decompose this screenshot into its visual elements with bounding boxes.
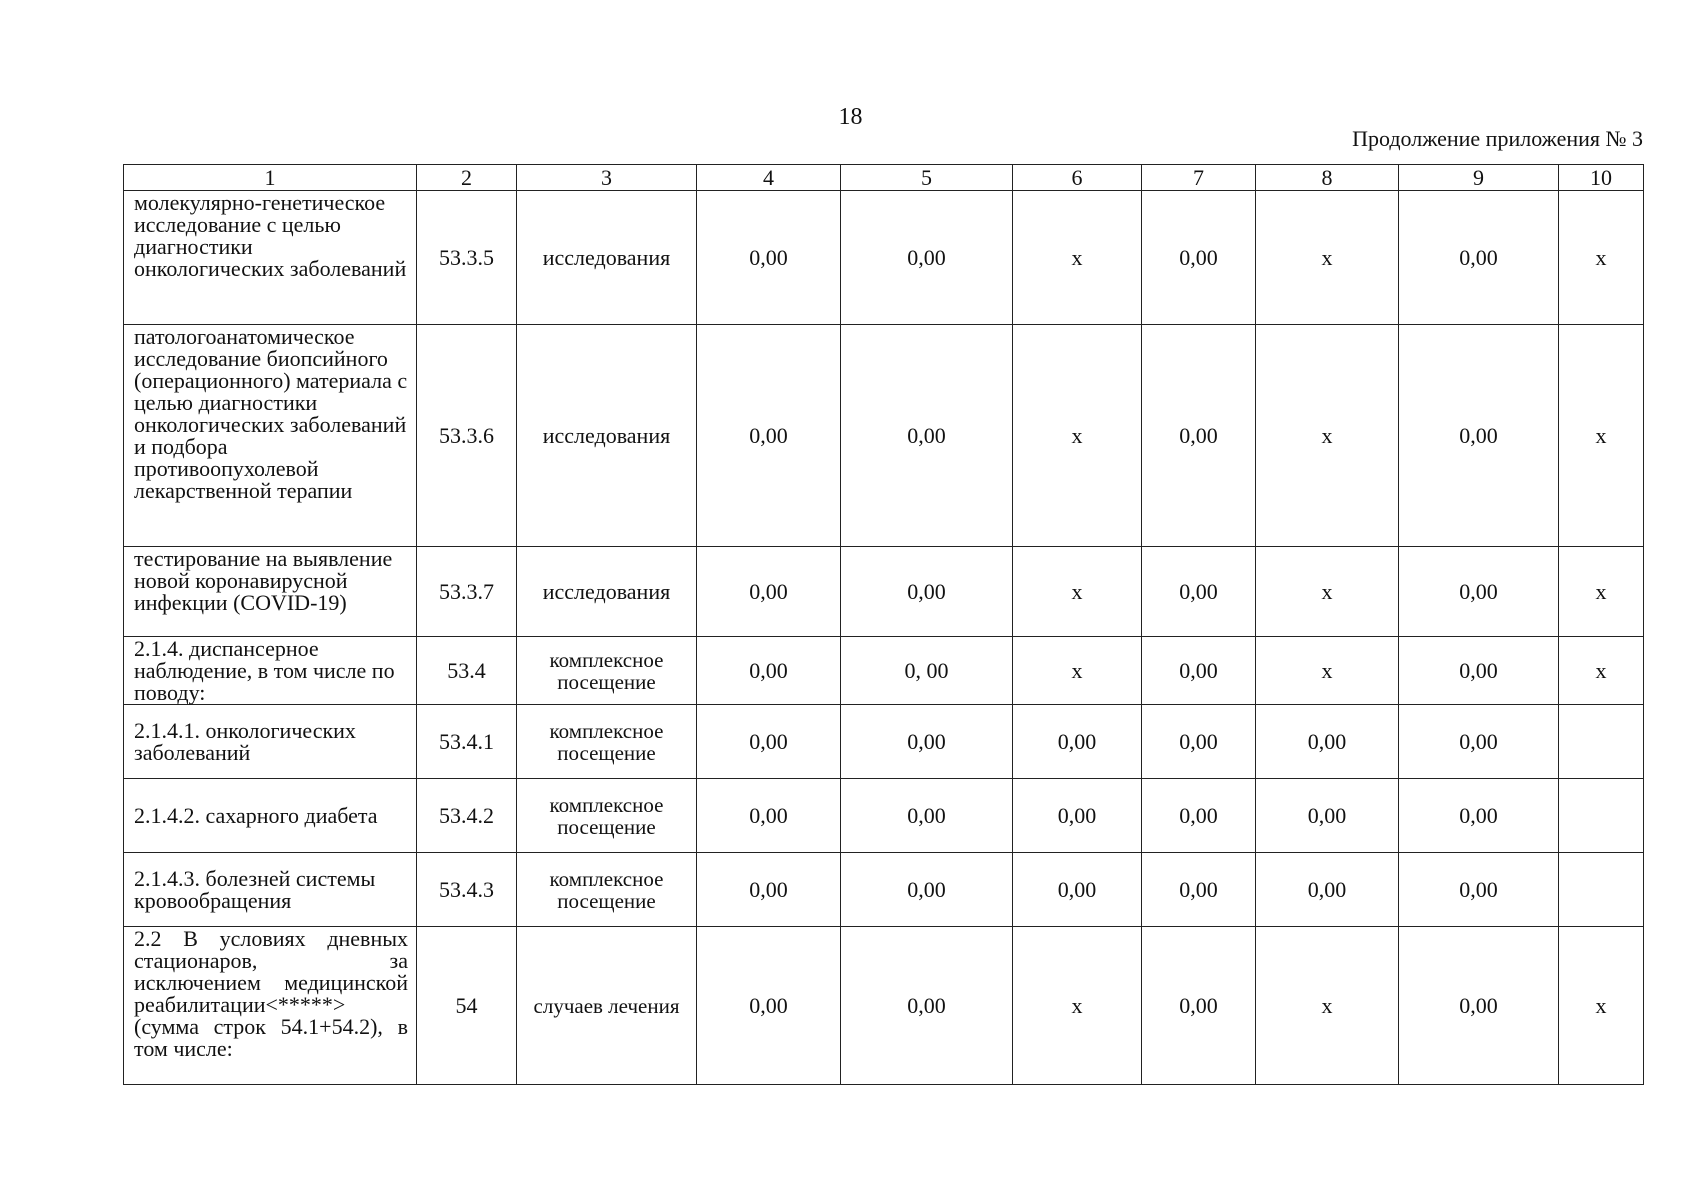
row-unit-cell: комплексное посещение [517, 853, 697, 927]
value-cell: 0,00 [1399, 779, 1559, 853]
row-code-cell: 54 [417, 927, 517, 1085]
row-unit-cell: исследования [517, 191, 697, 325]
row-name-cell: 2.1.4.2. сахарного диабета [124, 779, 417, 853]
value-cell: 0,00 [1399, 547, 1559, 637]
value-cell: 0,00 [1142, 927, 1256, 1085]
value-cell: 0,00 [697, 191, 841, 325]
table-row [124, 705, 1644, 779]
table-row [124, 637, 1644, 705]
value-cell [1559, 853, 1644, 927]
value-cell: 0,00 [841, 325, 1013, 547]
row-name-cell: 2.1.4. диспансерное наблюдение, в том числе по поводу: [124, 637, 417, 705]
value-cell: x [1559, 325, 1644, 547]
row-name-cell: 2.1.4.1. онкологических заболеваний [124, 705, 417, 779]
column-header: 10 [1559, 165, 1644, 191]
value-cell: x [1559, 191, 1644, 325]
column-header: 8 [1256, 165, 1399, 191]
value-cell: x [1256, 637, 1399, 705]
row-code-cell: 53.3.5 [417, 191, 517, 325]
data-table [123, 164, 1644, 1085]
value-cell: x [1559, 927, 1644, 1085]
row-unit-cell: исследования [517, 325, 697, 547]
value-cell: 0,00 [841, 927, 1013, 1085]
value-cell: x [1256, 927, 1399, 1085]
row-code-cell: 53.4.1 [417, 705, 517, 779]
value-cell: 0,00 [697, 325, 841, 547]
row-code-cell: 53.4 [417, 637, 517, 705]
value-cell: 0,00 [1399, 853, 1559, 927]
value-cell: 0,00 [1256, 705, 1399, 779]
row-unit-cell: комплексное посещение [517, 779, 697, 853]
value-cell: 0,00 [1399, 705, 1559, 779]
row-unit-cell: исследования [517, 547, 697, 637]
value-cell: 0,00 [1013, 705, 1142, 779]
value-cell: 0,00 [1256, 779, 1399, 853]
value-cell: 0,00 [1399, 325, 1559, 547]
table-row [124, 927, 1644, 1085]
value-cell: x [1256, 325, 1399, 547]
value-cell: x [1559, 637, 1644, 705]
row-code-cell: 53.3.6 [417, 325, 517, 547]
value-cell: 0, 00 [841, 637, 1013, 705]
row-code-cell: 53.3.7 [417, 547, 517, 637]
value-cell: 0,00 [841, 547, 1013, 637]
value-cell: 0,00 [697, 637, 841, 705]
row-name-cell: молекулярно-генетическое исследование с целью диагностики онкологических заболеваний [124, 191, 417, 325]
row-unit-cell: комплексное посещение [517, 705, 697, 779]
value-cell: x [1013, 191, 1142, 325]
value-cell: 0,00 [1142, 779, 1256, 853]
value-cell: 0,00 [697, 927, 841, 1085]
value-cell: 0,00 [1399, 637, 1559, 705]
value-cell: 0,00 [1399, 191, 1559, 325]
value-cell: 0,00 [1013, 779, 1142, 853]
table-row [124, 325, 1644, 547]
row-unit-cell: комплексное посещение [517, 637, 697, 705]
value-cell: 0,00 [1256, 853, 1399, 927]
value-cell: 0,00 [1142, 705, 1256, 779]
column-header: 4 [697, 165, 841, 191]
appendix-continuation-note: Продолжение приложения № 3 [1352, 126, 1643, 151]
row-code-cell: 53.4.3 [417, 853, 517, 927]
value-cell: x [1256, 191, 1399, 325]
value-cell: 0,00 [841, 705, 1013, 779]
column-header: 5 [841, 165, 1013, 191]
row-code-cell: 53.4.2 [417, 779, 517, 853]
value-cell [1559, 705, 1644, 779]
value-cell: x [1013, 547, 1142, 637]
value-cell: 0,00 [1399, 927, 1559, 1085]
value-cell: 0,00 [697, 779, 841, 853]
column-header: 3 [517, 165, 697, 191]
row-name-cell: патологоанатомическое исследование биопсийного (операционного) материала с целью диагностики онкологических заболеваний и подбора противоопухолевой лекарственной терапии [124, 325, 417, 547]
value-cell: 0,00 [1142, 853, 1256, 927]
value-cell: 0,00 [841, 853, 1013, 927]
row-unit-cell: случаев лечения [517, 927, 697, 1085]
table-row [124, 547, 1644, 637]
value-cell: x [1013, 637, 1142, 705]
row-name-cell: тестирование на выявление новой коронавирусной инфекции (COVID-19) [124, 547, 417, 637]
value-cell: x [1013, 325, 1142, 547]
value-cell: 0,00 [1142, 325, 1256, 547]
row-name-cell: 2.2 В условиях дневных стационаров, за исключением медицинской реабилитации<*****> (сумма строк 54.1+54.2), в том числе: [124, 927, 417, 1085]
column-header: 7 [1142, 165, 1256, 191]
value-cell: x [1256, 547, 1399, 637]
page-number: 18 [838, 104, 863, 130]
value-cell: x [1013, 927, 1142, 1085]
value-cell: 0,00 [1142, 191, 1256, 325]
column-header: 9 [1399, 165, 1559, 191]
column-header: 1 [124, 165, 417, 191]
value-cell: 0,00 [1142, 637, 1256, 705]
table-row [124, 191, 1644, 325]
value-cell: 0,00 [841, 191, 1013, 325]
column-header: 6 [1013, 165, 1142, 191]
value-cell: 0,00 [697, 547, 841, 637]
row-name-cell: 2.1.4.3. болезней системы кровообращения [124, 853, 417, 927]
value-cell [1559, 779, 1644, 853]
column-header: 2 [417, 165, 517, 191]
value-cell: 0,00 [1013, 853, 1142, 927]
value-cell: x [1559, 547, 1644, 637]
value-cell: 0,00 [841, 779, 1013, 853]
table-row [124, 779, 1644, 853]
table-row [124, 853, 1644, 927]
value-cell: 0,00 [697, 853, 841, 927]
table-header-row [124, 165, 1644, 191]
value-cell: 0,00 [697, 705, 841, 779]
value-cell: 0,00 [1142, 547, 1256, 637]
